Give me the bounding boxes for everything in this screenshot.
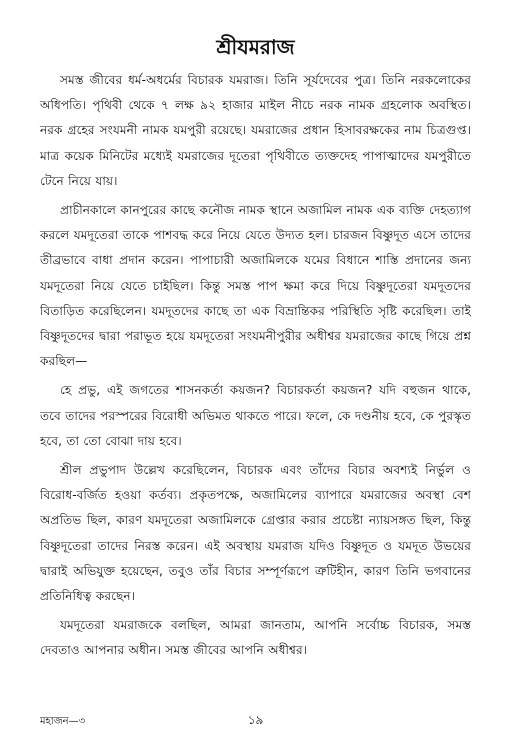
paragraph-5: যমদূতেরা যমরাজকে বলছিল, আমরা জানতাম, আপনি সর্বোচ্চ বিচারক, সমস্ত দেবতাও আপনার অধীন। সমস্ত জীবের আপনি অধীশ্বর। — [40, 618, 471, 658]
page-title: শ্রীযমরাজ — [216, 35, 295, 59]
paragraph-3: হে প্রভু, এই জগতের শাসনকর্তা কয়জন? বিচারকর্তা কয়জন? যদি বহুজন থাকে, তবে তাদের পরস্পরের বিরোধী অভিমত থাকতে পারে। ফলে, কে দণ্ডনীয় হবে, কে পুরস্কৃত হবে, তা তো বোঝা দায় হবে। — [40, 383, 472, 448]
footer-book-label: মহাজন—৩ — [40, 716, 86, 727]
paragraph-2: প্রাচীনকালে কানপুরের কাছে কনৌজ নামক স্থানে অজামিল নামক এক ব্যক্তি দেহত্যাগ করলে যমদূতেরা তাকে পাশবদ্ধ করে নিয়ে যেতে উদ্যত হল। চারজন বিষ্ণুদূত এসে তাদের তীব্রভাবে বাধা প্রদান করেন। পাপাচারী অজামিলকে যমের বিধানে শাস্তি প্রদানের জন্য যমদূতেরা নিয়ে যেতে চাইছিল। কিন্তু সমস্ত পাপ ক্ষমা করে দিয়ে বিষ্ণুদূতেরা যমদূতদের বিতাড়িত করেছিলেন। যমদূতদের কাছে তা এক বিভ্রান্তিকর পরিস্থিতি সৃষ্টি করেছিল। তাই বিষ্ণুদূতদের দ্বারা পরাভূত হয়ে যমদূতেরা সংযমনীপুরীর অধীশ্বর যমরাজের কাছে গিয়ে প্রশ্ন করছিল— — [40, 203, 471, 369]
paragraph-1: সমস্ত জীবের ধর্ম-অধর্মের বিচারক যমরাজ। তিনি সূর্যদেবের পুত্র। তিনি নরকলোকের অধিপতি। পৃথিবী থেকে ৭ লক্ষ ৯২ হাজার মাইল নীচে নরক নামক গ্রহলোক অবস্থিত। নরক গ্রহের সংযমনী নামক যমপুরী রয়েছে। যমরাজের প্রধান হিসাবরক্ষকের নাম চিত্রগুপ্ত। মাত্র কয়েক মিনিটের মধ্যেই যমরাজের দূতেরা পৃথিবীতে ত্যক্তদেহ পাপাত্মাদের যমপুরীতে টেনে নিয়ে যায়। — [40, 73, 471, 188]
page-number: ১৯ — [247, 713, 264, 727]
paragraph-4: শ্রীল প্রভুপাদ উল্লেখ করেছিলেন, বিচারক এবং তাঁদের বিচার অবশ্যই নির্ভুল ও বিরোধ-বর্জিত হওয়া কর্তব্য। প্রকৃতপক্ষে, অজামিলের ব্যাপারে যমরাজের অবস্থা বেশ অপ্রতিভ ছিল, কারণ যমদূতেরা অজামিলকে গ্রেপ্তার করার প্রচেষ্টা ন্যায়সঙ্গত ছিল, কিন্তু বিষ্ণুদূতেরা তাদের নিরস্ত করেন। এই অবস্থায় যমরাজ যদিও বিষ্ণুদূত ও যমদূত উভয়ের দ্বারাই অভিযুক্ত হয়েছেন, তবুও তাঁর বিচার সম্পূর্ণরূপে ত্রুটিহীন, কারণ তিনি ভগবানের প্রতিনিধিত্ব করছেন। — [40, 463, 471, 604]
page-footer — [40, 712, 471, 730]
